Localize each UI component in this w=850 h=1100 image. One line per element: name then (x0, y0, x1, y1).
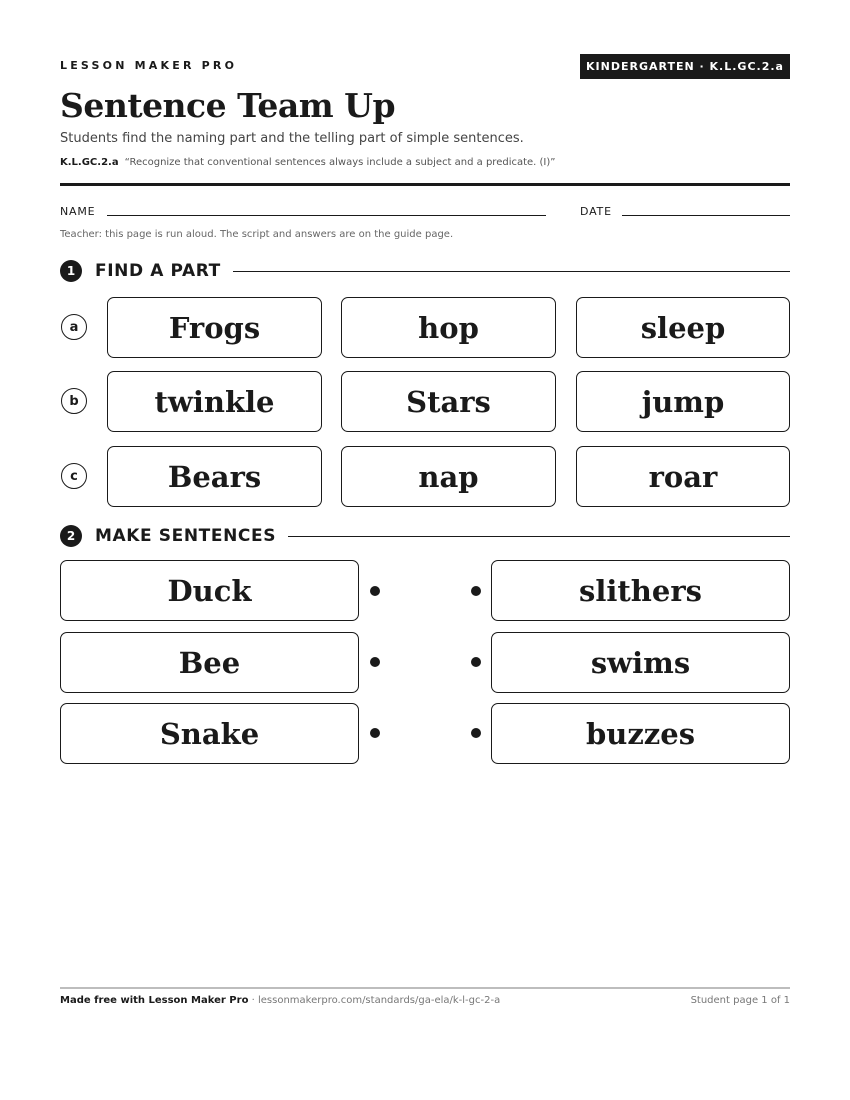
word-card[interactable]: sleep (576, 297, 790, 358)
date-label: DATE (580, 205, 612, 218)
word-card[interactable]: hop (341, 297, 556, 358)
word-card[interactable]: twinkle (107, 371, 322, 432)
section-2-header (60, 524, 790, 548)
word-card[interactable]: Bears (107, 446, 322, 507)
page-title: Sentence Team Up (60, 86, 396, 125)
page-subtitle: Students find the naming part and the telling part of simple sentences. (60, 131, 524, 146)
footer-url[interactable]: · lessonmakerpro.com/standards/ga-ela/k-l-gc-2-a (248, 995, 501, 1006)
name-label: NAME (60, 205, 96, 218)
subject-card[interactable]: Bee (60, 632, 359, 693)
section-2-rule (288, 536, 790, 537)
subject-card[interactable]: Snake (60, 703, 359, 764)
grade-badge: KINDERGARTEN · K.L.GC.2.a (580, 54, 790, 79)
word-card[interactable]: jump (576, 371, 790, 432)
predicate-card[interactable]: swims (491, 632, 790, 693)
word-card[interactable]: Stars (341, 371, 556, 432)
teacher-note: Teacher: this page is run aloud. The script and answers are on the guide page. (60, 229, 454, 240)
section-1-header (60, 259, 790, 283)
match-dot-right[interactable] (471, 657, 481, 667)
match-dot-left[interactable] (370, 586, 380, 596)
footer-made-with: Made free with Lesson Maker Pro (60, 995, 249, 1006)
footer-divider (60, 987, 790, 989)
standard-line (60, 157, 555, 168)
section-1-rule (233, 271, 790, 272)
brand-name: LESSON MAKER PRO (60, 59, 238, 72)
section-2-number: 2 (60, 525, 82, 547)
match-dot-right[interactable] (471, 586, 481, 596)
date-field-line[interactable] (622, 215, 790, 216)
match-dot-left[interactable] (370, 728, 380, 738)
standard-code: K.L.GC.2.a (60, 157, 119, 168)
predicate-card[interactable]: slithers (491, 560, 790, 621)
section-1-title: FIND A PART (95, 261, 221, 281)
row-letter-a: a (61, 314, 87, 340)
section-2-title: MAKE SENTENCES (95, 526, 277, 546)
match-dot-right[interactable] (471, 728, 481, 738)
standard-text: “Recognize that conventional sentences always include a subject and a predicate. (I)” (124, 157, 556, 168)
header-divider (60, 183, 790, 186)
row-letter-b: b (61, 388, 87, 414)
footer-credit (60, 995, 500, 1006)
section-1-number: 1 (60, 260, 82, 282)
row-letter-c: c (61, 463, 87, 489)
footer-page-count: Student page 1 of 1 (690, 995, 790, 1006)
name-field-line[interactable] (107, 215, 546, 216)
match-dot-left[interactable] (370, 657, 380, 667)
word-card[interactable]: Frogs (107, 297, 322, 358)
word-card[interactable]: nap (341, 446, 556, 507)
subject-card[interactable]: Duck (60, 560, 359, 621)
word-card[interactable]: roar (576, 446, 790, 507)
predicate-card[interactable]: buzzes (491, 703, 790, 764)
